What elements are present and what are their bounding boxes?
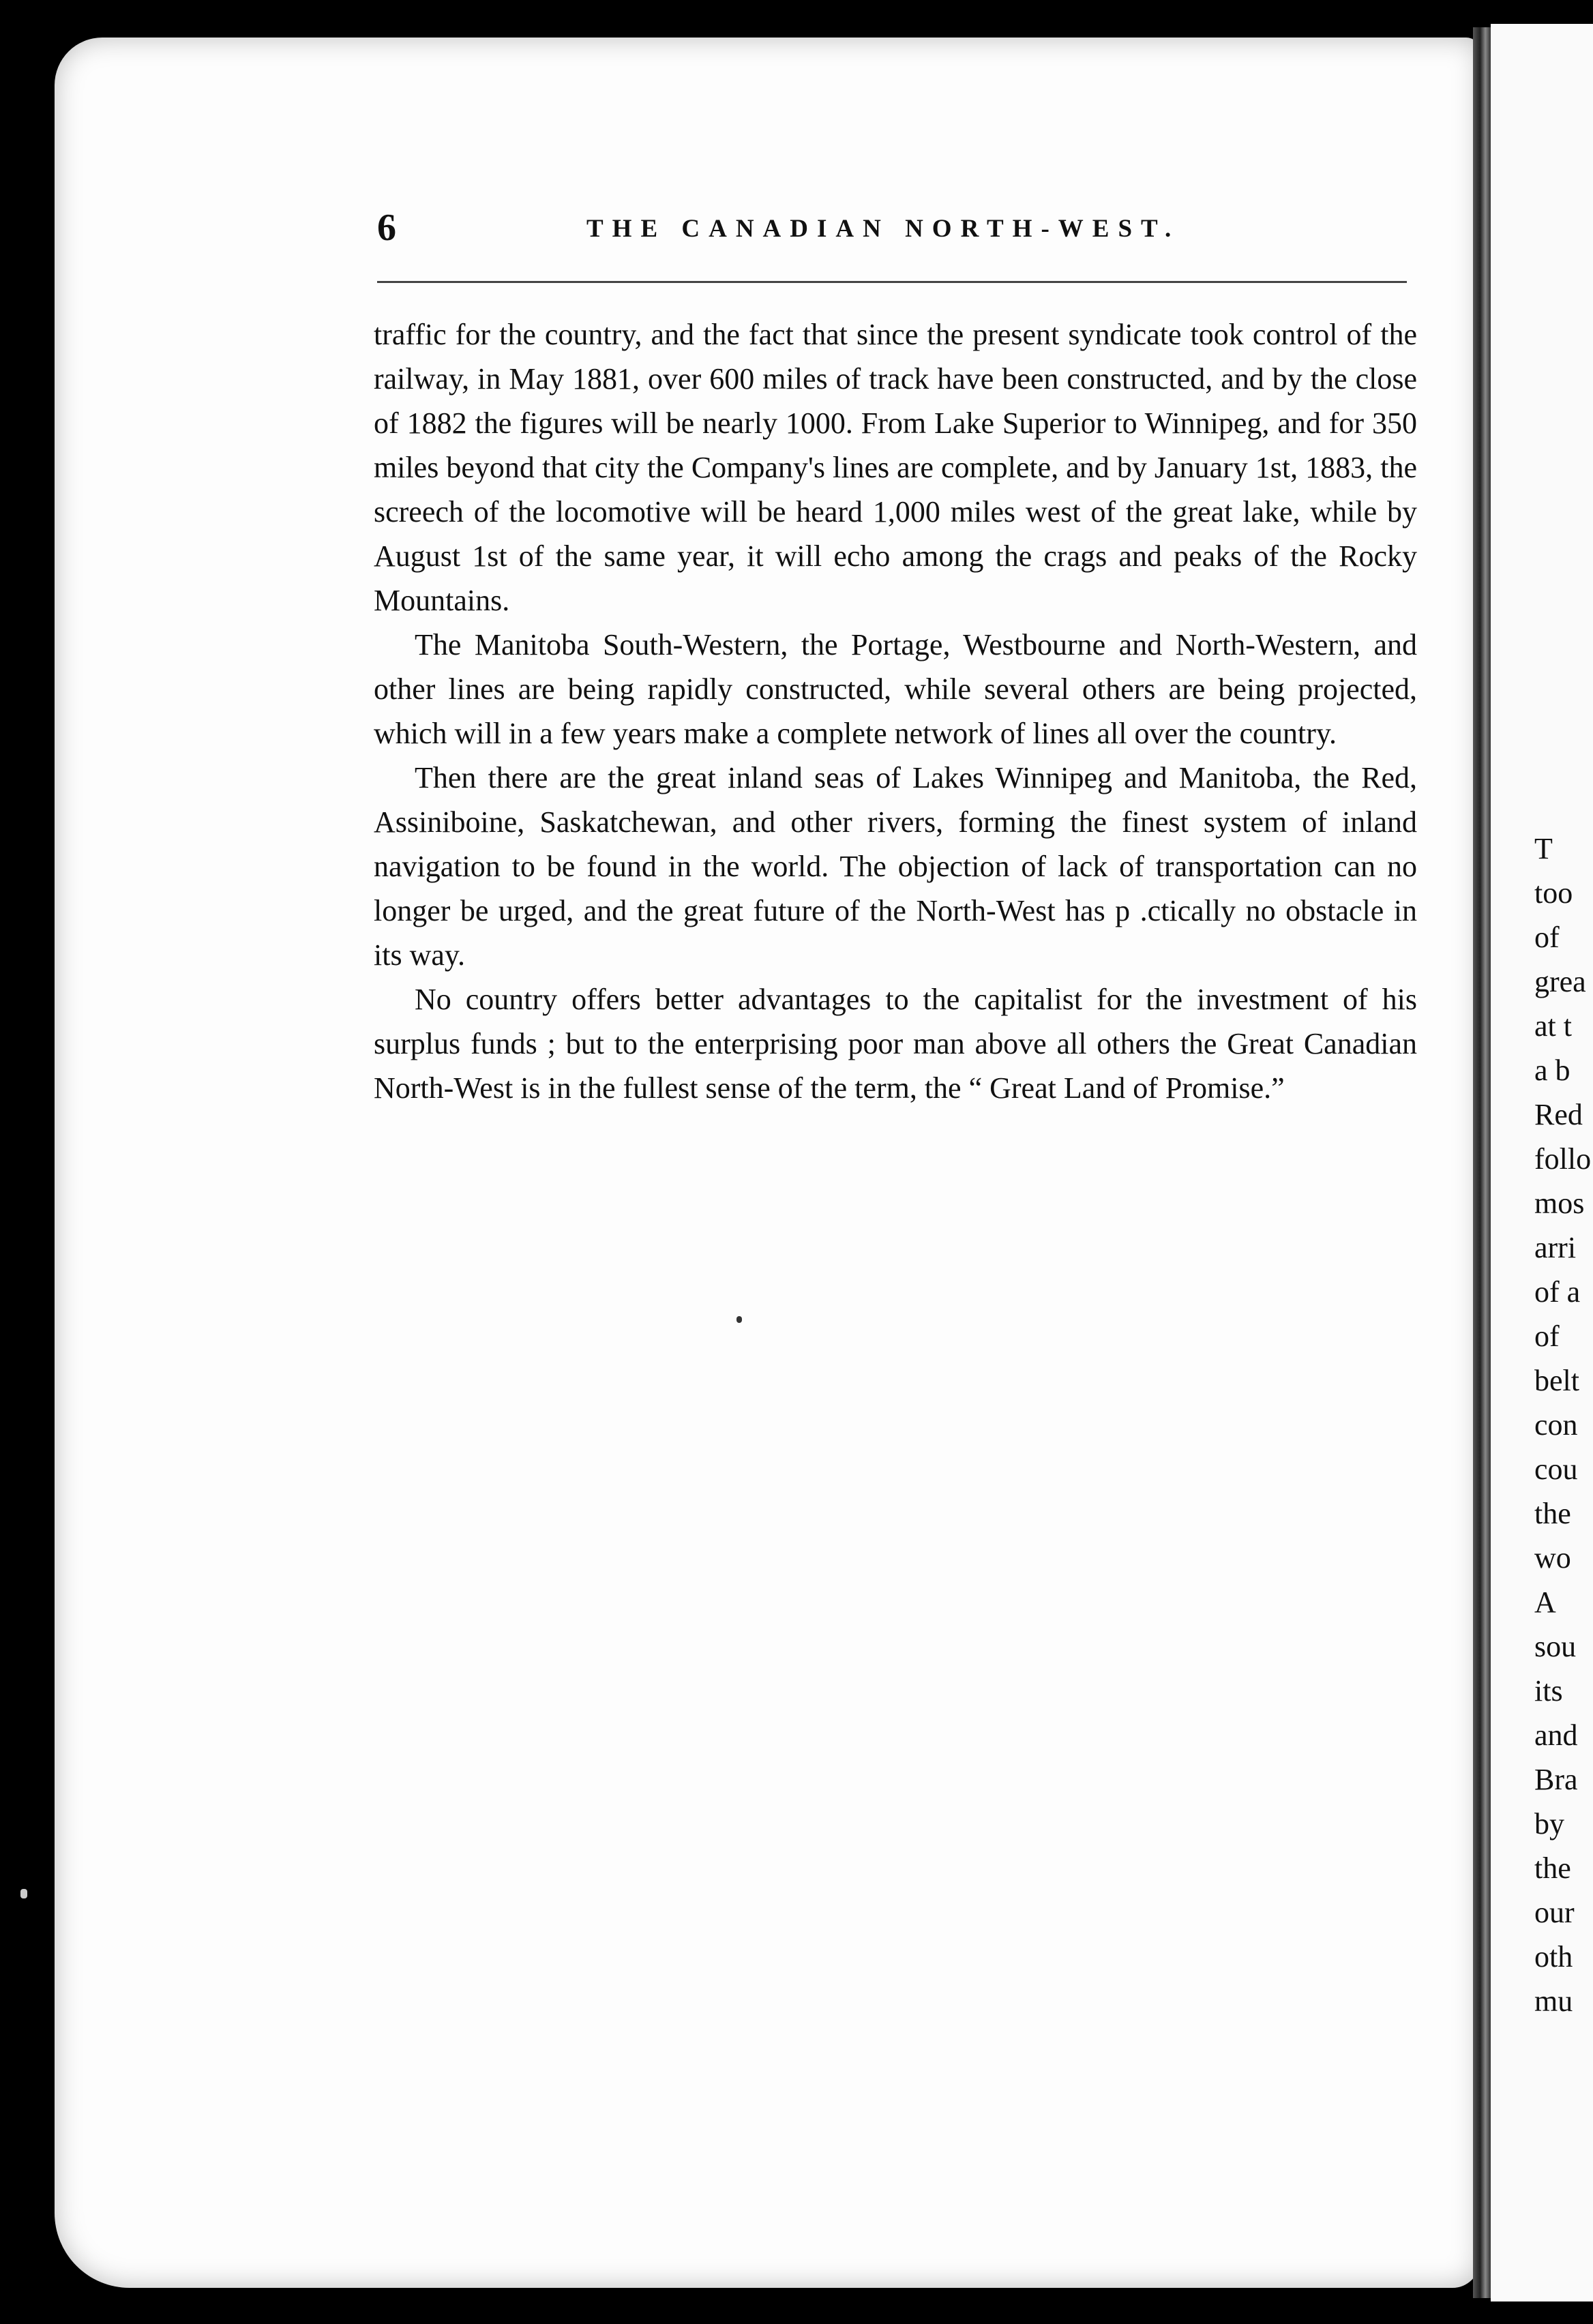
facing-line: sou [1534,1630,1577,1663]
facing-line: follo [1534,1142,1592,1176]
facing-line: of [1534,1320,1560,1353]
facing-line: A [1534,1585,1556,1619]
facing-line: the [1534,1497,1571,1530]
facing-line: con [1534,1408,1578,1442]
paragraph-3: Then there are the great inland seas of Lakes Winnipeg and Manitoba, the Red, Assiniboine, Saskatchewan, and other rivers, forming the finest system of inland navigation to be found in the world. The objection of lack of transportation can no longer be urged, and the great future of the North-West has p .ctically no obstacle in its way. [374,761,1417,972]
facing-line: Bra [1534,1763,1578,1796]
page-number: 6 [377,207,396,249]
facing-line: by [1534,1807,1564,1841]
facing-line: arri [1534,1231,1577,1264]
facing-line: too [1534,876,1573,910]
facing-line: belt [1534,1364,1579,1397]
facing-line: mu [1534,1984,1573,2018]
paragraph-2: The Manitoba South-Western, the Portage, Westbourne and North-Western, and other lines are being rapidly constructed, while several others are being projected, which will in a few years make a complete network of lines all over the country. [374,628,1417,750]
facing-line: a b [1534,1054,1570,1087]
facing-line: the [1534,1851,1571,1885]
body-text [374,312,1417,1110]
facing-line: mos [1534,1187,1585,1220]
facing-line: Red [1534,1098,1583,1131]
facing-line: of [1534,921,1560,954]
facing-line: T [1534,832,1553,865]
edge-speck [20,1889,27,1898]
facing-line: and [1534,1718,1578,1752]
facing-line: oth [1534,1940,1573,1973]
running-title: THE CANADIAN NORTH-WEST. [586,215,1180,243]
page-header [0,205,1593,259]
facing-line: cou [1534,1452,1578,1486]
ink-speck [736,1316,742,1323]
facing-line: wo [1534,1541,1571,1575]
book-gutter [1473,27,1491,2298]
facing-line: of a [1534,1275,1581,1309]
facing-line: its [1534,1674,1563,1708]
facing-page-text [1534,826,1593,2023]
facing-line: our [1534,1896,1575,1929]
paragraph-1: traffic for the country, and the fact that since the present syndicate took control of the railway, in May 1881, over 600 miles of track have been constructed, and by the close of 1882 the figures will be nearly 1000. From Lake Superior to Winnipeg, and for 350 miles beyond that city the Company's lines are complete, and by January 1st, 1883, the screech of the locomotive will be heard 1,000 miles west of the great lake, while by August 1st of the same year, it will echo among the crags and peaks of the Rocky Mountains. [374,318,1417,617]
header-rule [377,281,1407,283]
facing-line: grea [1534,965,1586,998]
paragraph-4: No country offers better advantages to the capitalist for the investment of his surplus funds ; but to the enterprising poor man above all others the Great Canadian North-West is in the fullest sense of the term, the “ Great Land of Promise.” [374,983,1417,1105]
facing-line: at t [1534,1009,1572,1043]
